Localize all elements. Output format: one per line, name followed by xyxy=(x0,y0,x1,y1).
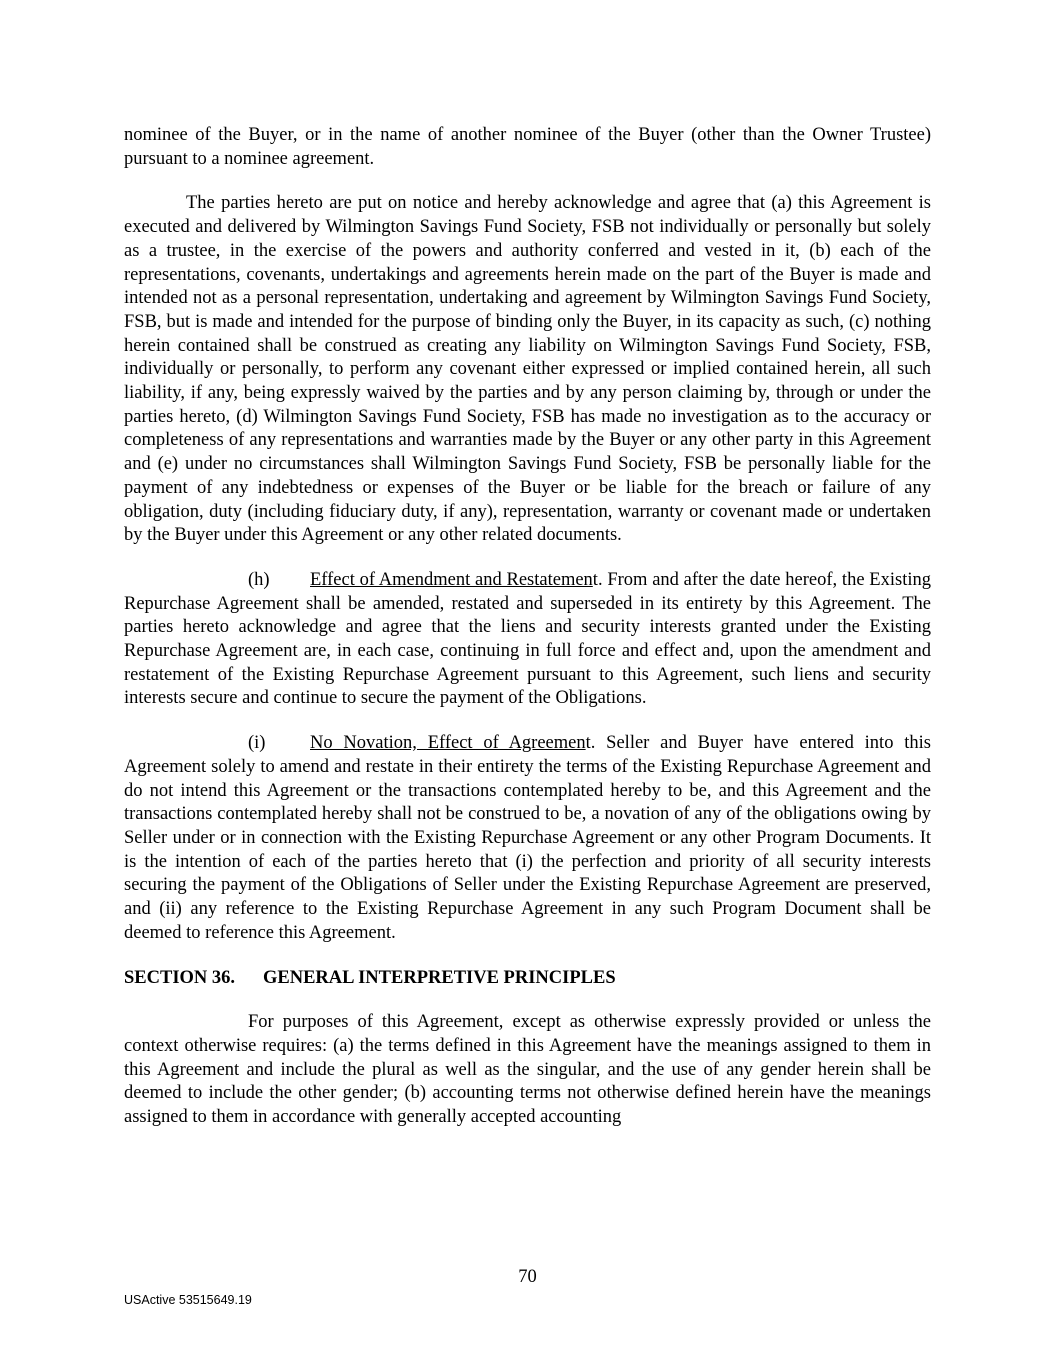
paragraph-i-no-novation xyxy=(124,732,931,945)
page-content xyxy=(124,124,931,1151)
section-heading xyxy=(124,967,931,991)
clause-heading-h: Effect of Amendment and Restatemen xyxy=(310,569,593,590)
clause-body-i: . Seller and Buyer have entered into this Agreement solely to amend and restate in their entirety the terms of the Existing Repurchase Agreement and do not intend this Agreement or the transactions contemplated hereby to be, and this Agreement and the transactions contemplated hereby shall not be construed to be, a novation of any of the obligations owing by Seller under or in connection with the Existing Repurchase Agreement or any other Program Documents. It is the intention of each of the parties hereto that (i) the perfection and priority of all security interests securing the payment of the Obligations of Seller under the Existing Repurchase Agreement are preserved, and (ii) any reference to the Existing Repurchase Agreement in any such Program Document shall be deemed to reference this Agreement. xyxy=(124,733,931,943)
clause-number-i: (i) xyxy=(248,733,266,754)
page-number: 70 xyxy=(518,1267,537,1287)
section-title: GENERAL INTERPRETIVE PRINCIPLES xyxy=(263,967,616,988)
paragraph-nominee: nominee of the Buyer, or in the name of another nominee of the Buyer (other than the Owner Trustee) pursuant to a nominee agreement. xyxy=(124,125,931,169)
paragraph-h-amendment xyxy=(124,569,931,711)
paragraph-trustee-disclaimer: The parties hereto are put on notice and hereby acknowledge and agree that (a) this Agreement is executed and delivered by Wilmington Savings Fund Society, FSB not individually or personally but solely as a trustee, in the exercise of the powers and authority conferred and vested in it, (b) each of the representations, covenants, undertakings and agreements herein made on the part of the Buyer is made and intended not as a personal representation, undertaking and agreement by Wilmington Savings Fund Society, FSB, but is made and intended for the purpose of binding only the Buyer, in its capacity as such, (c) nothing herein contained shall be construed as creating any liability on Wilmington Savings Fund Society, FSB, individually or personally, to perform any covenant either expressed or implied contained herein, all such liability, if any, being expressly waived by the parties and by any person claiming by, through or under the parties hereto, (d) Wilmington Savings Fund Society, FSB has made no investigation as to the accuracy or completeness of any representations and warranties made by the Buyer or any other party in this Agreement and (e) under no circumstances shall Wilmington Savings Fund Society, FSB be personally liable for the payment of any indebtedness or expenses of the Buyer or be liable for the breach or failure of any obligation, duty (including fiduciary duty, if any), representation, warranty or covenant made or undertaken by the Buyer under this Agreement or any other related documents. xyxy=(124,193,931,546)
paragraph-interpretive-principles: For purposes of this Agreement, except as otherwise expressly provided or unless the context otherwise requires: (a) the terms defined in this Agreement have the meanings assigned to them in this Agreement and include the plural as well as the singular, and the use of any gender herein shall be deemed to include the other gender; (b) accounting terms not otherwise defined herein have the meanings assigned to them in accordance with generally accepted accounting xyxy=(124,1012,931,1128)
clause-number-h: (h) xyxy=(248,569,270,590)
clause-body-h: . From and after the date hereof, the Existing Repurchase Agreement shall be amended, restated and superseded in its entirety by this Agreement. The parties hereto acknowledge and agree that the liens and security interests granted under the Existing Repurchase Agreement are, in each case, continuing in full force and effect and, upon the amendment and restatement of the Existing Repurchase Agreement pursuant to this Agreement, such liens and security interests secure and continue to secure the payment of the Obligations. xyxy=(124,569,931,709)
section-number: SECTION 36. xyxy=(124,967,236,988)
clause-heading-tail-h: t xyxy=(592,569,598,590)
clause-heading-i: No Novation, Effect of Agreemen xyxy=(310,733,586,754)
clause-heading-tail-i: t xyxy=(585,733,591,754)
document-id: USActive 53515649.19 xyxy=(124,1293,252,1307)
